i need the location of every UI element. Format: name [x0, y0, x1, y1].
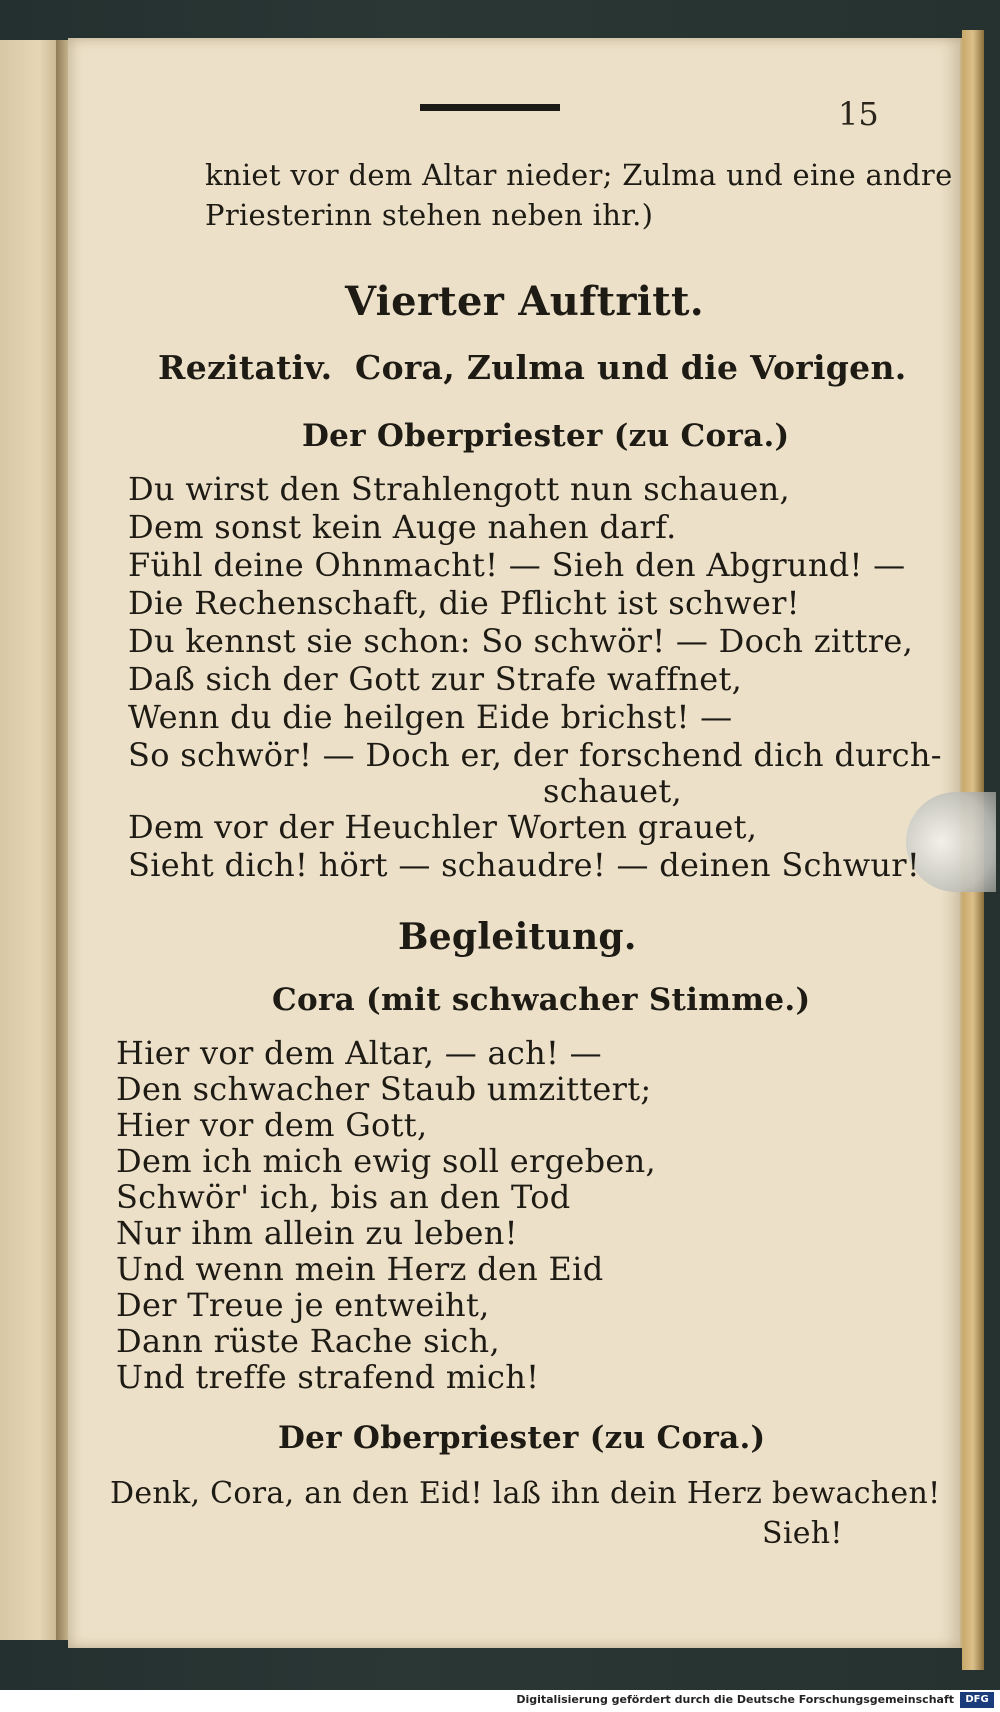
verse-line: Und wenn mein Herz den Eid: [116, 1250, 604, 1288]
verse-line: Und treffe strafend mich!: [116, 1358, 540, 1396]
verse-line: Dann rüste Rache sich,: [116, 1322, 500, 1360]
page-number: 15: [838, 95, 879, 133]
verse-line: Fühl deine Ohnmacht! — Sieh den Abgrund! —: [128, 546, 906, 584]
verse-line: Hier vor dem Altar, — ach! —: [116, 1034, 602, 1072]
speaker-heading: Der Oberpriester (zu Cora.): [278, 1420, 766, 1456]
verse-line: Schwör' ich, bis an den Tod: [116, 1178, 571, 1216]
verse-line: Wenn du die heilgen Eide brichst! —: [128, 698, 733, 736]
dfg-logo: DFG: [960, 1692, 994, 1708]
section-heading: Begleitung.: [398, 916, 637, 958]
verse-line: Du wirst den Strahlengott nun schauen,: [128, 470, 790, 508]
verse-line: Sieht dich! hört — schaudre! — deinen Schwur!: [128, 846, 921, 884]
verse-line: Dem ich mich ewig soll ergeben,: [116, 1142, 657, 1180]
verse-line: Hier vor dem Gott,: [116, 1106, 428, 1144]
verse-line: Dem vor der Heuchler Worten grauet,: [128, 808, 758, 846]
facing-page-edge: [0, 40, 58, 1640]
recitative-label: Rezitativ.: [158, 348, 333, 387]
verse-line: Du kennst sie schon: So schwör! — Doch zittre,: [128, 622, 914, 660]
verse-line: Der Treue je entweiht,: [116, 1286, 490, 1324]
verse-line-continuation: Sieh!: [762, 1516, 843, 1551]
stage-direction-line: kniet vor dem Altar nieder; Zulma und eine andre: [205, 158, 953, 192]
speaker-heading: Cora (mit schwacher Stimme.): [272, 982, 811, 1018]
verse-line: Dem sonst kein Auge nahen darf.: [128, 508, 677, 546]
verse-line: Daß sich der Gott zur Strafe waffnet,: [128, 660, 743, 698]
verse-line: Den schwacher Staub umzittert;: [116, 1070, 652, 1108]
scene-title: Vierter Auftritt.: [345, 278, 705, 325]
verse-line: Die Rechenschaft, die Pflicht ist schwer!: [128, 584, 800, 622]
verse-line: So schwör! — Doch er, der forschend dich durch-: [128, 736, 942, 774]
verse-line: Nur ihm allein zu leben!: [116, 1214, 518, 1252]
header-rule: [420, 104, 560, 111]
footer-credit: Digitalisierung gefördert durch die Deutsche Forschungsgemeinschaft: [516, 1693, 954, 1706]
verse-line-continuation: schauet,: [543, 772, 683, 810]
verse-line: Denk, Cora, an den Eid! laß ihn dein Herz bewachen!: [110, 1476, 941, 1511]
speaker-heading: Der Oberpriester (zu Cora.): [302, 418, 790, 454]
cast-list: Cora, Zulma und die Vorigen.: [355, 348, 907, 387]
stage-direction-line: Priesterinn stehen neben ihr.): [205, 198, 654, 232]
